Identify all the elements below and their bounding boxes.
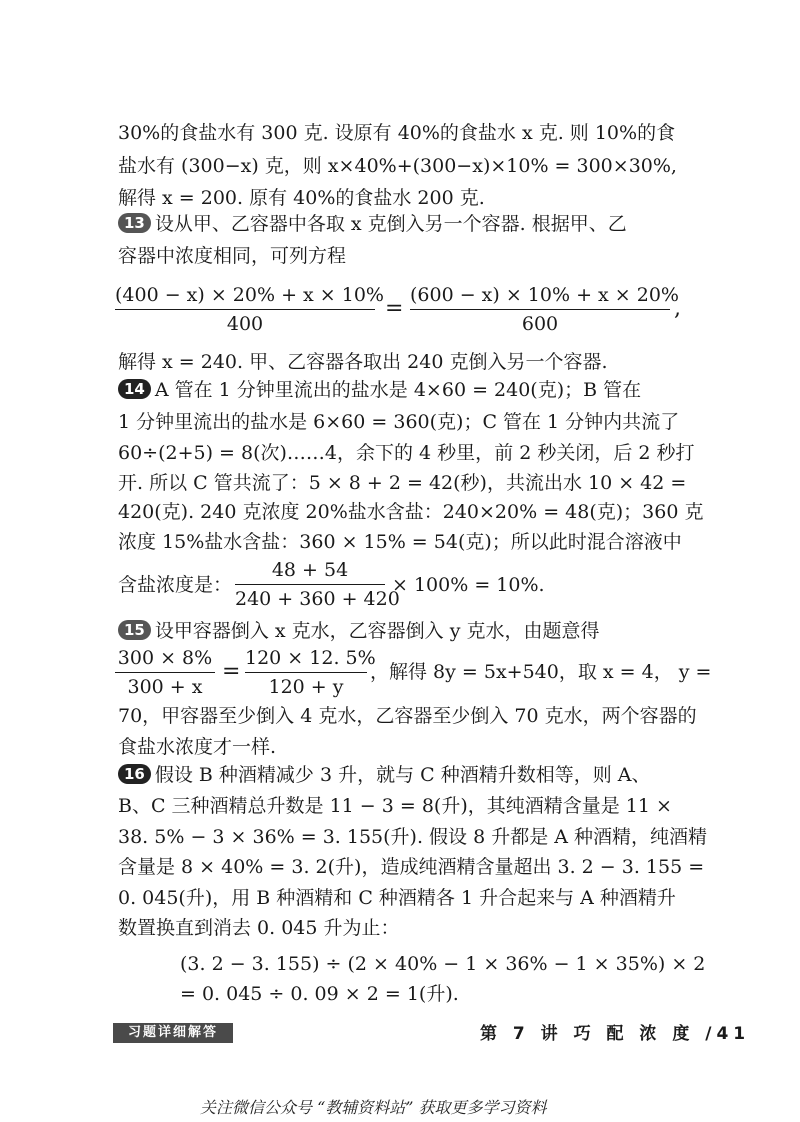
text-line: 解得 x = 200. 原有 40%的食盐水 200 克. [118,187,485,209]
fraction-numerator: 300 × 8% [117,647,213,669]
fraction-numerator: 120 × 12. 5% [245,647,376,669]
fraction-bar [245,672,367,673]
text-line: 解得 x = 240. 甲、乙容器各取出 240 克倒入另一个容器. [118,351,608,373]
equals-sign: = [222,659,241,684]
fraction-right [245,646,376,699]
fraction-left [115,646,215,699]
text-line: 浓度 15%盐水含盐：360 × 15% = 54(克)；所以此时混合溶液中 [118,531,682,553]
page-header-chapter: 第 7 讲 巧 配 浓 度 /41 [480,1024,751,1044]
text-line: 420(克). 240 克浓度 20%盐水含盐：240×20% = 48(克)；360 克 [118,501,704,523]
problem-14-badge: 14 [118,379,151,399]
problem-14-text: A 管在 1 分钟里流出的盐水是 4×60 = 240(克)；B 管在 [154,379,642,401]
text-line: 含量是 8 × 40% = 3. 2(升)，造成纯酒精含量超出 3. 2 − 3. 155 = [118,856,705,878]
text-line: 30%的食盐水有 300 克. 设原有 40%的食盐水 x 克. 则 10%的食 [118,122,676,144]
text-line: 盐水有 (300−x) 克，则 x×40%+(300−x)×10% = 300×30%, [118,155,677,177]
section-tag: 习题详细解答 [113,1023,233,1043]
text-line: B、C 三种酒精总升数是 11 − 3 = 8(升)，其纯酒精含量是 11 × [118,795,672,817]
problem-13-badge: 13 [118,213,151,233]
equals-sign: = [385,296,404,321]
fraction-bar [410,309,670,310]
text-line: 数置换直到消去 0. 045 升为止： [118,917,400,939]
problem-13-line [118,211,690,237]
problem-15-text: 设甲容器倒入 x 克水，乙容器倒入 y 克水，由题意得 [154,620,600,642]
fraction-numerator: (400 − x) × 20% + x × 10% [115,284,384,306]
text-line: 含盐浓度是： [118,574,233,596]
fraction-denominator: 120 + y [268,676,344,698]
fraction-denominator: 600 [521,313,559,335]
problem-16-badge: 16 [118,764,151,784]
equation-line: (3. 2 − 3. 155) ÷ (2 × 40% − 1 × 36% − 1 × 35%) × 2 [180,953,706,975]
text-line: 0. 045(升)，用 B 种酒精和 C 种酒精各 1 升合起来与 A 种酒精升 [118,887,676,909]
fraction-denominator: 400 [226,313,264,335]
text-line: 70，甲容器至少倒入 4 克水，乙容器至少倒入 70 克水，两个容器的 [118,705,697,727]
problem-16-line [118,762,690,788]
problem-16-text: 假设 B 种酒精减少 3 升，就与 C 种酒精升数相等，则 A、 [154,764,651,786]
comma: , [674,296,681,321]
problem-14-line [118,377,690,403]
equation-line: = 0. 045 ÷ 0. 09 × 2 = 1(升). [180,983,459,1005]
problem-13-text: 设从甲、乙容器中各取 x 克倒入另一个容器. 根据甲、乙 [154,213,627,235]
fraction-concentration [235,558,400,611]
fraction-numerator: (600 − x) × 10% + x × 20% [410,284,679,306]
problem-15-badge: 15 [118,620,151,640]
text-line: × 100% = 10%. [392,574,545,596]
text-line: 38. 5% − 3 × 36% = 3. 155(升). 假设 8 升都是 A 种酒精，纯酒精 [118,826,708,848]
problem-15-line [118,618,690,644]
footer-note: 关注微信公众号 “教辅资料站” 获取更多学习资料 [200,1098,547,1117]
fraction-bar [235,584,385,585]
fraction-right [410,283,679,336]
text-line: 开. 所以 C 管共流了：5 × 8 + 2 = 42(秒)，共流出水 10 × 42 = [118,472,687,494]
text-line: 60÷(2+5) = 8(次)……4，余下的 4 秒里，前 2 秒关闭，后 2 秒打 [118,442,695,464]
fraction-left [115,283,384,336]
fraction-denominator: 240 + 360 + 420 [235,588,400,610]
text-line: ，解得 8y = 5x+540，取 x = 4， y = [370,661,712,683]
fraction-bar [115,309,375,310]
text-line: 容器中浓度相同，可列方程 [118,245,347,267]
fraction-numerator: 48 + 54 [271,559,349,581]
fraction-bar [115,672,215,673]
text-line: 1 分钟里流出的盐水是 6×60 = 360(克)；C 管在 1 分钟内共流了 [118,411,680,433]
text-line: 食盐水浓度才一样. [118,736,277,758]
fraction-denominator: 300 + x [127,676,203,698]
